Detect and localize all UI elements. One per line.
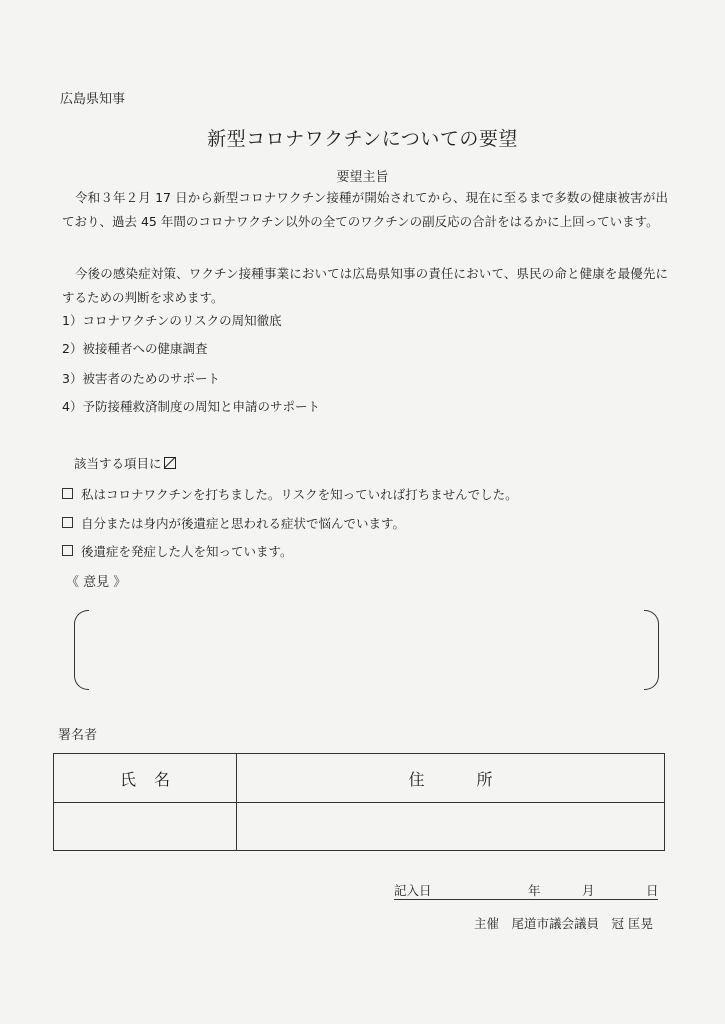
check-instruction-text: 該当する項目に	[74, 456, 162, 471]
checkbox[interactable]	[62, 488, 73, 499]
date-year-unit: 年	[528, 883, 541, 898]
check-option[interactable]	[62, 542, 293, 560]
address-field[interactable]	[237, 803, 665, 851]
check-option[interactable]	[62, 514, 405, 532]
opinion-label: 《 意見 》	[66, 575, 127, 590]
document-title: 新型コロナワクチンについての要望	[207, 128, 518, 150]
purpose-paragraph-2: 今後の感染症対策、ワクチン接種事業においては広島県知事の責任において、県民の命と健康を最優先にするための判断を求めます。	[62, 266, 668, 305]
checked-box-icon	[164, 457, 176, 469]
opinion-bracket-left	[74, 610, 89, 690]
request-item: 3）被害者のためのサポート	[62, 371, 220, 386]
check-option[interactable]	[62, 485, 518, 503]
name-header-cell	[54, 754, 237, 803]
address-header: 住所	[408, 769, 545, 789]
address-header-cell	[237, 754, 665, 803]
organizer: 主催 尾道市議会議員 冠 匡晃	[474, 916, 653, 931]
check-instruction	[74, 454, 176, 472]
opinion-field[interactable]	[96, 618, 636, 680]
date-day-unit: 日	[646, 883, 659, 898]
signature-table	[53, 753, 665, 851]
name-header: 氏名	[119, 769, 188, 789]
check-option-label: 後遺症を発症した人を知っています。	[81, 544, 293, 559]
request-item: 1）コロナワクチンのリスクの周知徹底	[62, 313, 282, 328]
checkbox[interactable]	[62, 545, 73, 556]
check-option-label: 自分または身内が後遺症と思われる症状で悩んでいます。	[81, 516, 406, 531]
date-entry-line[interactable]	[394, 881, 658, 900]
name-field[interactable]	[54, 803, 237, 851]
addressee: 広島県知事	[60, 92, 126, 107]
purpose-paragraph-1: 令和３年２月 17 日から新型コロナワクチン接種が開始されてから、現在に至るまで多数の健康被害が出ており、過去 45 年間のコロナワクチン以外の全てのワクチンの副反応の合計をはるかに上回っています。	[62, 190, 668, 229]
opinion-bracket-right	[644, 610, 659, 690]
date-month-unit: 月	[582, 883, 595, 898]
request-item: 2）被接種者への健康調査	[62, 341, 208, 356]
checkbox[interactable]	[62, 517, 73, 528]
check-option-label: 私はコロナワクチンを打ちました。リスクを知っていれば打ちませんでした。	[81, 487, 518, 502]
date-label: 記入日	[394, 883, 432, 898]
request-item: 4）予防接種救済制度の周知と申請のサポート	[62, 399, 320, 414]
document-subtitle: 要望主旨	[336, 170, 389, 185]
signers-label: 署名者	[58, 728, 98, 743]
